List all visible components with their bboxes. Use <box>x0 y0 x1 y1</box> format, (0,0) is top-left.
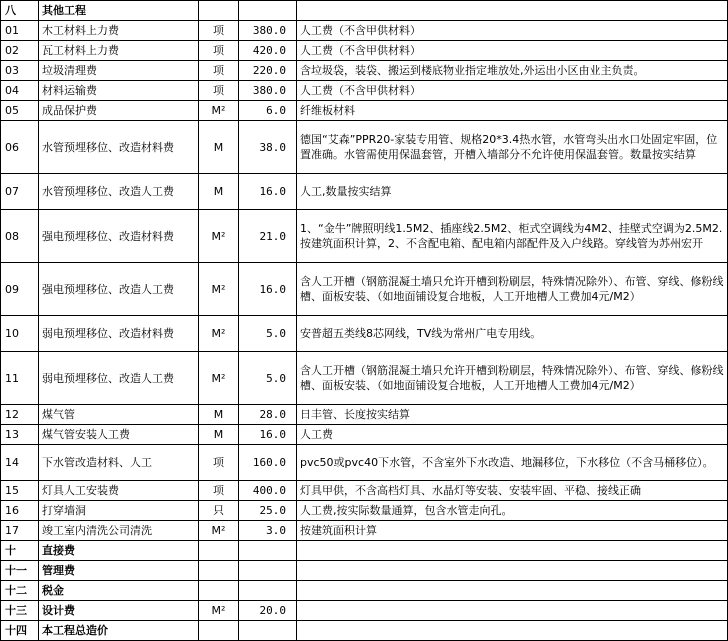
item-price: 3.0 <box>239 521 297 541</box>
row-number: 14 <box>1 445 39 481</box>
item-unit: M² <box>199 521 239 541</box>
table-row <box>1 21 728 41</box>
table-row <box>1 263 728 316</box>
item-unit: M <box>199 174 239 210</box>
table-row <box>1 210 728 263</box>
item-price: 25.0 <box>239 501 297 521</box>
summary-row <box>1 541 728 561</box>
row-number: 13 <box>1 425 39 445</box>
item-name: 弱电预埋移位、改造材料费 <box>39 316 199 352</box>
item-name: 打穿墙洞 <box>39 501 199 521</box>
item-unit: 只 <box>199 501 239 521</box>
summary-number: 十一 <box>1 561 39 581</box>
table-row <box>1 521 728 541</box>
summary-unit <box>199 561 239 581</box>
item-price: 16.0 <box>239 174 297 210</box>
item-unit: 项 <box>199 81 239 101</box>
item-unit: M <box>199 121 239 174</box>
item-note: 纤维板材料 <box>297 101 728 121</box>
empty-cell <box>239 1 297 21</box>
table-row <box>1 121 728 174</box>
item-unit: 项 <box>199 41 239 61</box>
item-note: 按建筑面积计算 <box>297 521 728 541</box>
item-unit: M² <box>199 316 239 352</box>
item-price: 380.0 <box>239 81 297 101</box>
summary-unit <box>199 541 239 561</box>
summary-row <box>1 621 728 641</box>
item-name: 灯具人工安装费 <box>39 481 199 501</box>
item-unit: M² <box>199 263 239 316</box>
row-number: 16 <box>1 501 39 521</box>
row-number: 02 <box>1 41 39 61</box>
section-header-row <box>1 1 728 21</box>
summary-note <box>297 541 728 561</box>
item-note: 安普超五类线8芯网线，TV线为常州广电专用线。 <box>297 316 728 352</box>
summary-row <box>1 561 728 581</box>
row-number: 06 <box>1 121 39 174</box>
item-note: 人工费,按实际数量通算，包含水管走向孔。 <box>297 501 728 521</box>
summary-name: 本工程总造价 <box>39 621 199 641</box>
item-price: 220.0 <box>239 61 297 81</box>
item-note: 含垃圾袋，装袋、搬运到楼底物业指定堆放处,外运出小区由业主负责。 <box>297 61 728 81</box>
table-row <box>1 101 728 121</box>
summary-number: 十三 <box>1 601 39 621</box>
item-note: 含人工开槽（钢筋混凝土墙只允许开槽到粉刷层，特殊情况除外）、布管、穿线、修粉线槽、面板安装、（如地面铺设复合地板，人工开地槽人工费加4元/M2） <box>297 263 728 316</box>
item-unit: 项 <box>199 445 239 481</box>
item-note: 日丰管、长度按实结算 <box>297 405 728 425</box>
summary-price <box>239 621 297 641</box>
item-name: 下水管改造材料、人工 <box>39 445 199 481</box>
table-row <box>1 481 728 501</box>
table-row <box>1 501 728 521</box>
row-number: 05 <box>1 101 39 121</box>
summary-row <box>1 581 728 601</box>
summary-name: 设计费 <box>39 601 199 621</box>
row-number: 01 <box>1 21 39 41</box>
summary-price: 20.0 <box>239 601 297 621</box>
item-name: 成品保护费 <box>39 101 199 121</box>
summary-name: 直接费 <box>39 541 199 561</box>
item-note: 人工费 <box>297 425 728 445</box>
item-note: 1、“金牛”牌照明线1.5M2、插座线2.5M2、柜式空调线为4M2、挂壁式空调为2.5M2.按建筑面积计算，2、不含配电箱、配电箱内部配件及入户线路。穿线管为苏州宏开 <box>297 210 728 263</box>
row-number: 11 <box>1 352 39 405</box>
row-number: 03 <box>1 61 39 81</box>
summary-row <box>1 601 728 621</box>
table-row <box>1 425 728 445</box>
item-price: 420.0 <box>239 41 297 61</box>
item-name: 瓦工材料上力费 <box>39 41 199 61</box>
row-number: 09 <box>1 263 39 316</box>
table-row <box>1 352 728 405</box>
row-number: 12 <box>1 405 39 425</box>
row-number: 17 <box>1 521 39 541</box>
table-row <box>1 61 728 81</box>
item-name: 煤气管安装人工费 <box>39 425 199 445</box>
item-name: 木工材料上力费 <box>39 21 199 41</box>
item-unit: M² <box>199 101 239 121</box>
item-unit: M <box>199 425 239 445</box>
item-note: 灯具甲供，不含高档灯具、水晶灯等安装、安装牢固、平稳、接线正确 <box>297 481 728 501</box>
item-name: 强电预埋移位、改造材料费 <box>39 210 199 263</box>
item-note: 人工费（不含甲供材料） <box>297 81 728 101</box>
item-price: 21.0 <box>239 210 297 263</box>
item-price: 5.0 <box>239 352 297 405</box>
item-unit: M² <box>199 352 239 405</box>
item-unit: 项 <box>199 21 239 41</box>
item-note: pvc50或pvc40下水管，不含室外下水改造、地漏移位，下水移位（不含马桶移位）。 <box>297 445 728 481</box>
summary-price <box>239 541 297 561</box>
table-row <box>1 81 728 101</box>
summary-number: 十二 <box>1 581 39 601</box>
item-note: 人工费（不含甲供材料） <box>297 41 728 61</box>
section-title: 其他工程 <box>39 1 199 21</box>
table-row <box>1 41 728 61</box>
item-note: 含人工开槽（钢筋混凝土墙只允许开槽到粉刷层，特殊情况除外）、布管、穿线、修粉线槽、面板安装、（如地面铺设复合地板，人工开地槽人工费加4元/M2） <box>297 352 728 405</box>
item-name: 竣工室内清洗公司清洗 <box>39 521 199 541</box>
item-price: 5.0 <box>239 316 297 352</box>
item-unit: M <box>199 405 239 425</box>
item-note: 人工费（不含甲供材料） <box>297 21 728 41</box>
empty-cell <box>199 1 239 21</box>
row-number: 08 <box>1 210 39 263</box>
item-name: 水管预埋移位、改造材料费 <box>39 121 199 174</box>
item-note: 人工,数量按实结算 <box>297 174 728 210</box>
summary-price <box>239 561 297 581</box>
section-number: 八 <box>1 1 39 21</box>
item-unit: 项 <box>199 481 239 501</box>
table-row <box>1 405 728 425</box>
summary-note <box>297 621 728 641</box>
item-name: 煤气管 <box>39 405 199 425</box>
item-note: 德国“艾森”PPR20-家装专用管、规格20*3.4热水管，水管弯头出水口处固定牢固，位置准确。水管需使用保温套管，开槽入墙部分不允许使用保温套管。数量按实结算 <box>297 121 728 174</box>
row-number: 07 <box>1 174 39 210</box>
table-row <box>1 445 728 481</box>
item-price: 380.0 <box>239 21 297 41</box>
item-unit: M² <box>199 210 239 263</box>
item-price: 400.0 <box>239 481 297 501</box>
row-number: 04 <box>1 81 39 101</box>
item-name: 强电预埋移位、改造人工费 <box>39 263 199 316</box>
row-number: 15 <box>1 481 39 501</box>
table-row <box>1 174 728 210</box>
summary-number: 十四 <box>1 621 39 641</box>
summary-name: 税金 <box>39 581 199 601</box>
item-name: 材料运输费 <box>39 81 199 101</box>
summary-note <box>297 561 728 581</box>
summary-unit <box>199 621 239 641</box>
item-price: 28.0 <box>239 405 297 425</box>
table-row <box>1 316 728 352</box>
row-number: 10 <box>1 316 39 352</box>
summary-number: 十 <box>1 541 39 561</box>
summary-note <box>297 581 728 601</box>
item-price: 16.0 <box>239 425 297 445</box>
item-price: 16.0 <box>239 263 297 316</box>
summary-unit: M² <box>199 601 239 621</box>
summary-note <box>297 601 728 621</box>
item-name: 垃圾清理费 <box>39 61 199 81</box>
summary-price <box>239 581 297 601</box>
empty-cell <box>297 1 728 21</box>
summary-unit <box>199 581 239 601</box>
item-price: 38.0 <box>239 121 297 174</box>
item-name: 弱电预埋移位、改造人工费 <box>39 352 199 405</box>
item-price: 6.0 <box>239 101 297 121</box>
item-unit: 项 <box>199 61 239 81</box>
item-name: 水管预埋移位、改造人工费 <box>39 174 199 210</box>
summary-name: 管理费 <box>39 561 199 581</box>
item-price: 160.0 <box>239 445 297 481</box>
